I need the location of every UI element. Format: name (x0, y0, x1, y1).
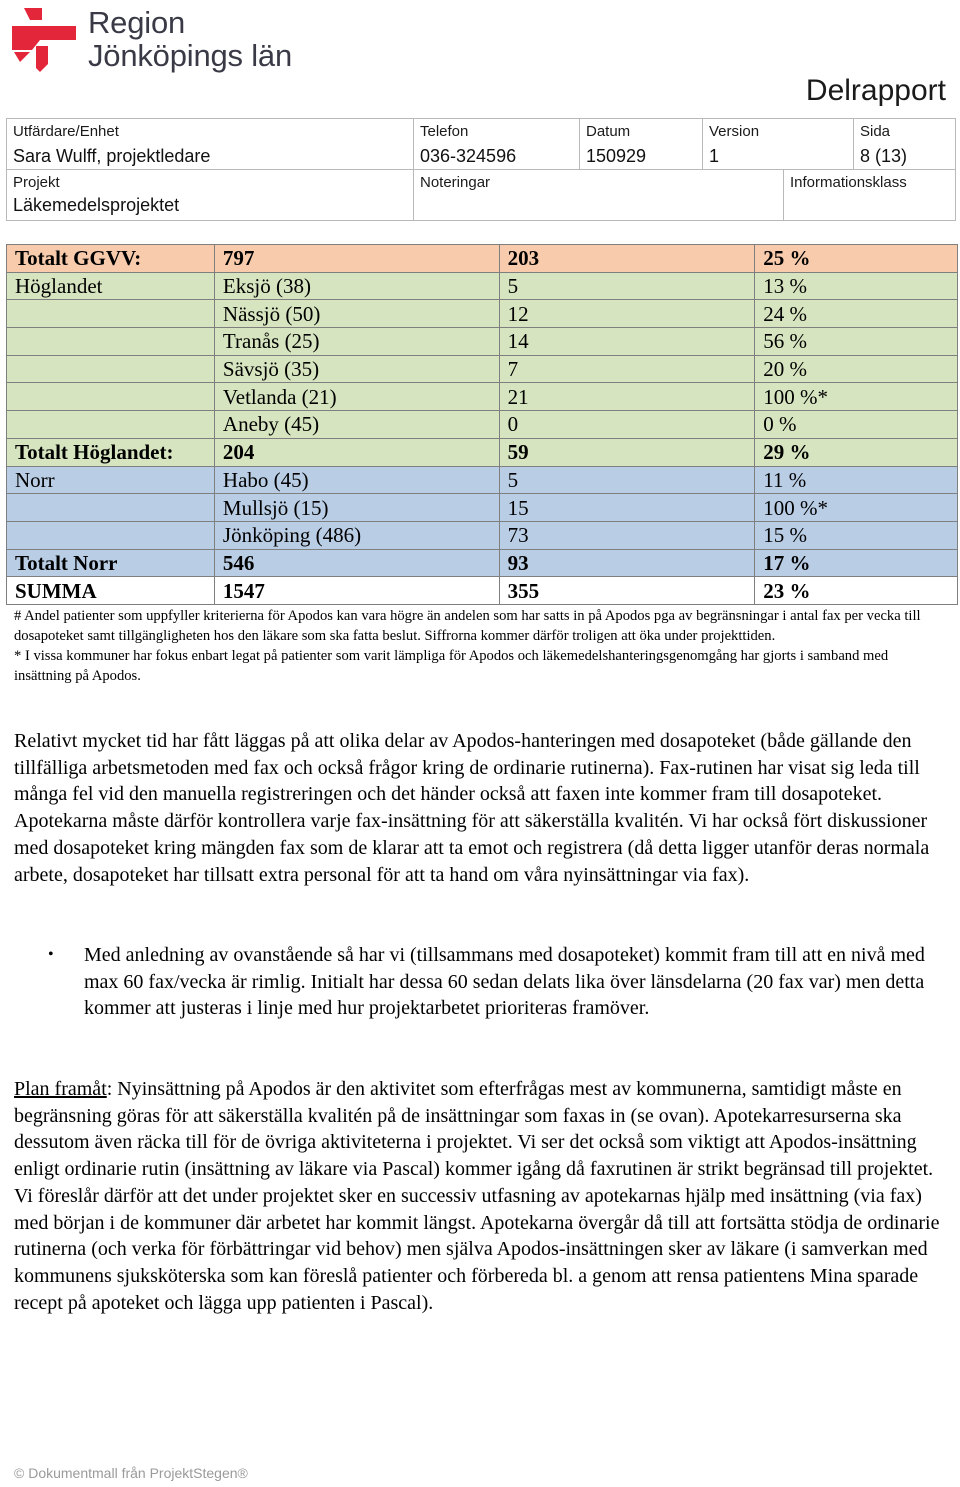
plan-heading: Plan framåt (14, 1078, 107, 1100)
table-cell-c3: 93 (499, 549, 755, 577)
meta-phone (414, 119, 522, 171)
table-cell-c3: 59 (499, 438, 755, 466)
table-cell-c1: Totalt Höglandet: (7, 438, 215, 466)
table-cell-c1 (7, 300, 215, 328)
meta-project-label: Projekt (13, 174, 60, 191)
plan-paragraph (14, 1076, 950, 1316)
meta-notes (414, 170, 496, 195)
region-logo (10, 6, 300, 76)
meta-phone-label: Telefon (420, 123, 469, 140)
table-cell-c4: 15 % (755, 521, 958, 549)
table-cell-c1: SUMMA (7, 577, 215, 605)
table-row (7, 494, 958, 522)
bullet-item (14, 942, 950, 1052)
table-cell-c3: 15 (499, 494, 755, 522)
body-paragraph-1: Relativt mycket tid har fått läggas på att olika delar av Apodos-hanteringen med dosapoteket (både gällande den tillfälliga arbetsmetoden med fax och också frågor kring de ordinarie rutinerna). Fax-rutinen har visat sig leda till många fel vid den manuella registreringen och det händer också att faxen inte kommer fram till dosapoteket. Apotekarna måste därför kontrollera varje fax-insättning för att säkerställa kvalitén. Vi har också fört diskussioner med dosapoteket kring mängden fax som de klarar att ta emot och registrera (då detta ligger utanför deras normala arbete, dosapoteket har tillsatt extra personal för att ta hand om våra nyinsättningar via fax). (14, 730, 930, 886)
logo-line-2: Jönköpings län (88, 38, 293, 73)
meta-date (580, 119, 652, 171)
table-cell-c3: 7 (499, 355, 755, 383)
plan-text: : Nyinsättning på Apodos är den aktivitet som efterfrågas mest av kommunerna, samtidigt måste en begränsning göras för att säkerställa kvalitén på de insättningar som faxas in (se ovan). Apotekarresurserna ska dessutom även räcka till för de övriga aktiviteterna i projektet. Vi ser det också som viktigt att Apodos-insättning enligt ordinarie rutin (insättning av läkare via Pascal) kommer igång då faxrutinen är strikt begränsad till projektet. Vi föreslår därför att det under projektet sker en successiv utfasning av apotekarnas hjälp med insättning (via fax) med början i de kommuner där arbetet har kommit längst. Apotekarna övergår då till att fortsätta stödja de ordinarie rutinerna (och verka för förbättringar vid behov) men själva Apodos-insättningen sker av läkare (i samverkan med kommunens sjuksköterska som kan föreslå patienter och förbereda bl. a genom att rensa patientens Mina sparade recept på apoteket och lägga upp patienten i Pascal). (14, 1078, 940, 1314)
statistics-table (6, 244, 958, 605)
table-cell-c2: Mullsjö (15) (214, 494, 499, 522)
bullet-text: Med anledning av ovanstående så har vi (tillsammans med dosapoteket) kommit fram till att en nivå med max 60 fax/vecka är rimlig. Initialt har dessa 60 sedan delats lika över länsdelarna (20 fax var) men detta kommer att justeras i linje med hur projektarbetet prioriteras framöver. (84, 944, 925, 1020)
table-cell-c3: 0 (499, 411, 755, 439)
table-cell-c4: 23 % (755, 577, 958, 605)
table-cell-c2: 546 (214, 549, 499, 577)
table-cell-c2: Nässjö (50) (214, 300, 499, 328)
bullet-icon: • (48, 946, 54, 963)
meta-author-label: Utfärdare/Enhet (13, 123, 119, 140)
logo-line-1: Region (88, 5, 186, 40)
table-cell-c3: 355 (499, 577, 755, 605)
table-row (7, 411, 958, 439)
table-cell-c3: 5 (499, 466, 755, 494)
meta-phone-value: 036-324596 (420, 146, 517, 166)
table-cell-c1: Totalt GGVV: (7, 245, 215, 273)
meta-version-label: Version (709, 123, 760, 140)
meta-notes-label: Noteringar (420, 174, 491, 191)
table-cell-c4: 56 % (755, 328, 958, 356)
logo-text (88, 6, 292, 72)
table-cell-c3: 73 (499, 521, 755, 549)
footnote-hash: # Andel patienter som uppfyller kriterierna för Apodos kan vara högre än andelen som har satts in på Apodos pga av begränsningar i antal fax per vecka till dosapoteket samt tillgängligheten hos den läkare som ska fatta beslut. Siffrorna kommer därför troligen att öka under projekttiden. (14, 608, 921, 644)
table-cell-c3: 14 (499, 328, 755, 356)
meta-author-value: Sara Wulff, projektledare (13, 146, 211, 166)
meta-infoclass-label: Informationsklass (790, 174, 907, 191)
table-cell-c4: 0 % (755, 411, 958, 439)
table-row (7, 272, 958, 300)
table-cell-c2: Jönköping (486) (214, 521, 499, 549)
document-type-title: Delrapport (805, 74, 946, 107)
table-cell-c4: 24 % (755, 300, 958, 328)
table-cell-c4: 100 %* (755, 383, 958, 411)
table-cell-c4: 17 % (755, 549, 958, 577)
table-row (7, 466, 958, 494)
table-cell-c4: 29 % (755, 438, 958, 466)
meta-version-value: 1 (709, 146, 720, 166)
meta-project (7, 170, 185, 220)
table-row (7, 438, 958, 466)
table-cell-c2: Eksjö (38) (214, 272, 499, 300)
table-cell-c1: Höglandet (7, 272, 215, 300)
table-cell-c2: Aneby (45) (214, 411, 499, 439)
table-footnotes (14, 606, 949, 686)
document-meta-table (6, 118, 956, 221)
table-cell-c2: Vetlanda (21) (214, 383, 499, 411)
footer-template-credit: © Dokumentmall från ProjektStegen® (14, 1465, 248, 1481)
table-cell-c2: 1547 (214, 577, 499, 605)
table-cell-c3: 12 (499, 300, 755, 328)
table-cell-c4: 100 %* (755, 494, 958, 522)
table-cell-c1 (7, 521, 215, 549)
table-cell-c3: 21 (499, 383, 755, 411)
table-row (7, 245, 958, 273)
table-row (7, 521, 958, 549)
table-row (7, 577, 958, 605)
table-cell-c4: 20 % (755, 355, 958, 383)
table-cell-c3: 5 (499, 272, 755, 300)
meta-page-value: 8 (13) (860, 146, 908, 166)
meta-date-value: 150929 (586, 146, 647, 166)
meta-infoclass (784, 170, 913, 195)
table-row (7, 355, 958, 383)
table-cell-c1 (7, 355, 215, 383)
table-cell-c2: 204 (214, 438, 499, 466)
table-cell-c2: Tranås (25) (214, 328, 499, 356)
table-row (7, 549, 958, 577)
meta-author (7, 119, 216, 171)
meta-project-value: Läkemedelsprojektet (13, 195, 180, 215)
table-cell-c2: Sävsjö (35) (214, 355, 499, 383)
table-cell-c4: 11 % (755, 466, 958, 494)
meta-date-label: Datum (586, 123, 631, 140)
table-cell-c1 (7, 383, 215, 411)
meta-version (703, 119, 765, 171)
table-row (7, 328, 958, 356)
table-cell-c3: 203 (499, 245, 755, 273)
meta-page-label: Sida (860, 123, 891, 140)
footnote-star: * I vissa kommuner har fokus enbart legat på patienter som varit lämpliga för Apodos och läkemedelshanteringsgenomgång har gjorts i samband med insättning på Apodos. (14, 648, 889, 684)
table-cell-c1 (7, 411, 215, 439)
table-cell-c4: 13 % (755, 272, 958, 300)
table-row (7, 300, 958, 328)
region-cross-logo-icon (10, 6, 82, 74)
table-row (7, 383, 958, 411)
meta-page (854, 119, 913, 171)
table-cell-c1 (7, 494, 215, 522)
table-cell-c4: 25 % (755, 245, 958, 273)
table-cell-c2: 797 (214, 245, 499, 273)
table-cell-c1: Norr (7, 466, 215, 494)
table-cell-c1: Totalt Norr (7, 549, 215, 577)
table-cell-c2: Habo (45) (214, 466, 499, 494)
table-cell-c1 (7, 328, 215, 356)
